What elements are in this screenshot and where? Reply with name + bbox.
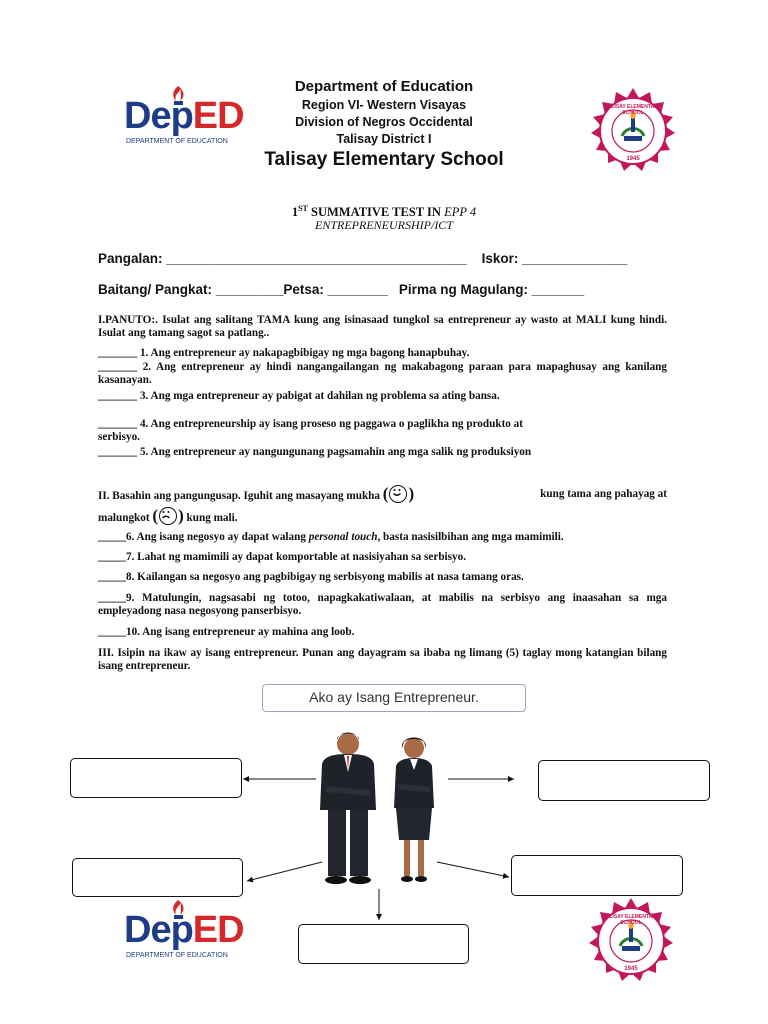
logo-dep-text: Dep bbox=[124, 95, 193, 137]
part1-item-5: _______ 5. Ang entrepreneur ay nangungunang pagsamahin ang mga salik ng produksiyon bbox=[98, 446, 532, 458]
part2-item-7: _____7. Lahat ng mamimili ay dapat komportable at nasisiyahan sa serbisyo. bbox=[98, 551, 466, 563]
school-seal-footer bbox=[586, 896, 676, 986]
trait-box-5[interactable] bbox=[298, 924, 469, 964]
region-line: Region VI- Western Visayas bbox=[301, 98, 467, 112]
part1-item-4: _______ 4. Ang entrepreneurship ay isang proseso ng paggawa o paglikha ng produkto at serbisyo. bbox=[98, 418, 524, 444]
footer-logo-dep-text: Dep bbox=[124, 909, 193, 951]
part1-item-2: _______ 2. Ang entrepreneur ay hindi nangangailangan ng makabagong paraan para mapaghusay ang kanilang kasanayan. bbox=[98, 361, 667, 387]
school-name: Talisay Elementary School bbox=[264, 149, 504, 170]
school-seal-icon-footer bbox=[586, 896, 676, 986]
trait-box-2[interactable] bbox=[538, 760, 710, 801]
grade-date-signature-line[interactable]: Baitang/ Pangkat: _________Petsa: ________ Pirma ng Magulang: _______ bbox=[98, 282, 585, 297]
footer-logo-subtitle: DEPARTMENT OF EDUCATION bbox=[126, 952, 228, 959]
footer-logo-ed-text: ED bbox=[192, 909, 244, 951]
test-title: 1ST SUMMATIVE TEST IN EPP 4 bbox=[291, 204, 477, 220]
entrepreneurs-illustration-icon bbox=[312, 730, 452, 890]
part2-instruction: II. Basahin ang pangungusap. Iguhit ang masayang mukha ( ) kung tama ang pahayag at bbox=[98, 484, 667, 503]
part1-item-1: _______ 1. Ang entrepreneur ay nakapagbibigay ng mga bagong hanapbuhay. bbox=[98, 347, 470, 359]
part2-item-8: _____8. Kailangan sa negosyo ang pagbibigay ng serbisyong mabilis at nasa tamang oras. bbox=[98, 571, 524, 583]
seal-year: 1945 bbox=[626, 156, 640, 162]
diagram-title: Ako ay Isang Entrepreneur. bbox=[262, 684, 526, 712]
part1-item-3: _______ 3. Ang mga entrepreneur ay pabigat at dahilan ng problema sa ating bansa. bbox=[98, 390, 500, 402]
name-score-line[interactable]: Pangalan: ________________________________________ Iskor: ______________ bbox=[98, 251, 628, 266]
part2-item-9: _____9. Matulungin, nagsasabi ng totoo, napagkakatiwalaan, at mabilis na serbisyo ang inaasahan sa mga empleyadong nasa negosyong panserbisyo. bbox=[98, 592, 667, 618]
trait-box-1[interactable] bbox=[70, 758, 242, 798]
logo-ed-text: ED bbox=[192, 95, 244, 137]
footer-seal-year: 1945 bbox=[624, 966, 638, 972]
test-subtitle: ENTREPRENEURSHIP/ICT bbox=[315, 218, 453, 232]
department-heading: Department of Education bbox=[294, 78, 474, 95]
footer-seal-text: TALISAY ELEMENTARY SCHOOL bbox=[603, 914, 659, 926]
part2-item-10: _____10. Ang isang entrepreneur ay mahina ang loob. bbox=[98, 626, 355, 638]
deped-logo-footer bbox=[124, 898, 254, 962]
district-line: Talisay District I bbox=[336, 132, 432, 146]
seal-text: TALISAY ELEMENTARY SCHOOL bbox=[605, 104, 661, 116]
part3-instruction: III. Isipin na ikaw ay isang entrepreneur. Punan ang dayagram sa ibaba ng limang (5) taglay mong katangian bilang isang entrepreneur. bbox=[98, 647, 667, 673]
logo-subtitle: DEPARTMENT OF EDUCATION bbox=[126, 138, 228, 145]
trait-box-3[interactable] bbox=[72, 858, 243, 897]
division-line: Division of Negros Occidental bbox=[295, 115, 473, 129]
trait-box-4[interactable] bbox=[511, 855, 683, 896]
part2-item-6: _____6. Ang isang negosyo ay dapat walang personal touch, basta nasisilbihan ang mga mamimili. bbox=[98, 531, 564, 543]
part2-instruction-2: malungkot ( ) kung mali. bbox=[98, 506, 238, 525]
part1-instruction: I.PANUTO:. Isulat ang salitang TAMA kung ang isinasaad tungkol sa entrepreneur ay wasto at MALI kung hindi. Isulat ang tamang sagot sa patlang.. bbox=[98, 314, 667, 340]
